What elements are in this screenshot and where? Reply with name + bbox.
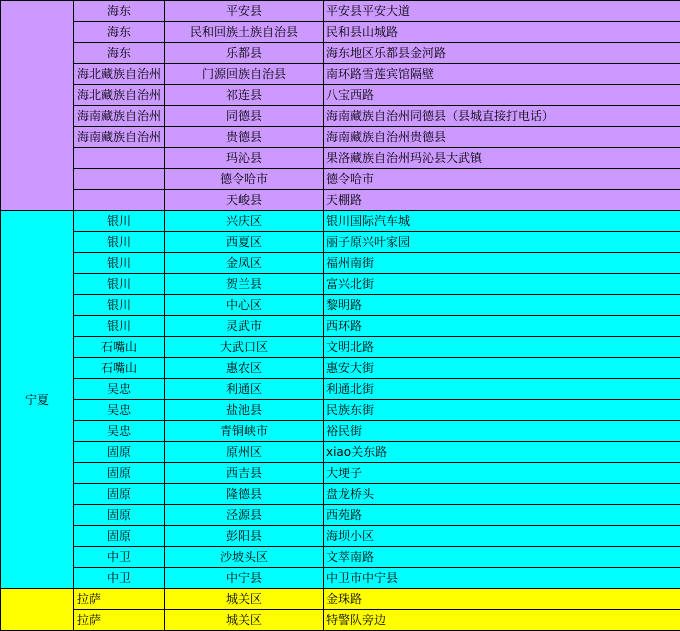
county-cell: 德令哈市 xyxy=(165,169,324,190)
address-cell: 裕民街 xyxy=(324,421,680,442)
city-cell: 海东 xyxy=(74,43,165,64)
table-row xyxy=(1,526,680,547)
county-cell: 贵德县 xyxy=(165,127,324,148)
address-cell: 德令哈市 xyxy=(324,169,680,190)
county-cell: 大武口区 xyxy=(165,337,324,358)
address-cell: xiao关东路 xyxy=(324,442,680,463)
city-cell: 中卫 xyxy=(74,568,165,589)
table-row xyxy=(1,274,680,295)
city-cell: 吴忠 xyxy=(74,379,165,400)
table-row xyxy=(1,442,680,463)
county-cell: 门源回族自治县 xyxy=(165,64,324,85)
address-cell: 中卫市中宁县 xyxy=(324,568,680,589)
province-cell xyxy=(1,589,74,631)
county-cell: 惠农区 xyxy=(165,358,324,379)
table-body xyxy=(1,1,680,631)
city-cell: 中卫 xyxy=(74,547,165,568)
county-cell: 西夏区 xyxy=(165,232,324,253)
city-cell: 固原 xyxy=(74,442,165,463)
address-cell: 丽子原兴叶家园 xyxy=(324,232,680,253)
table-row xyxy=(1,232,680,253)
table-row xyxy=(1,547,680,568)
address-cell: 海南藏族自治州同德县（县城直接打电话） xyxy=(324,106,680,127)
address-cell: 福州南街 xyxy=(324,253,680,274)
county-cell: 城关区 xyxy=(165,589,324,610)
county-cell: 隆德县 xyxy=(165,484,324,505)
county-cell: 祁连县 xyxy=(165,85,324,106)
county-cell: 中心区 xyxy=(165,295,324,316)
address-cell: 利通北街 xyxy=(324,379,680,400)
county-cell: 中宁县 xyxy=(165,568,324,589)
address-cell: 银川国际汽车城 xyxy=(324,211,680,232)
table-row xyxy=(1,106,680,127)
city-cell: 银川 xyxy=(74,274,165,295)
address-cell: 民族东街 xyxy=(324,400,680,421)
table-row xyxy=(1,127,680,148)
city-cell: 银川 xyxy=(74,316,165,337)
table-row xyxy=(1,43,680,64)
county-cell: 西吉县 xyxy=(165,463,324,484)
city-cell xyxy=(74,169,165,190)
address-cell: 金珠路 xyxy=(324,589,680,610)
city-cell: 固原 xyxy=(74,463,165,484)
county-cell: 民和回族土族自治县 xyxy=(165,22,324,43)
table-row xyxy=(1,85,680,106)
county-cell: 盐池县 xyxy=(165,400,324,421)
table-row xyxy=(1,400,680,421)
address-cell: 海坝小区 xyxy=(324,526,680,547)
city-cell: 银川 xyxy=(74,253,165,274)
city-cell: 银川 xyxy=(74,232,165,253)
address-cell: 大埂子 xyxy=(324,463,680,484)
table-row xyxy=(1,190,680,211)
address-cell: 南环路雪莲宾馆隔壁 xyxy=(324,64,680,85)
table-row xyxy=(1,505,680,526)
table-row xyxy=(1,22,680,43)
table-row xyxy=(1,610,680,631)
city-cell: 石嘴山 xyxy=(74,358,165,379)
county-cell: 泾源县 xyxy=(165,505,324,526)
city-cell: 海北藏族自治州 xyxy=(74,64,165,85)
table-row xyxy=(1,358,680,379)
table-row xyxy=(1,463,680,484)
table-row xyxy=(1,484,680,505)
county-cell: 原州区 xyxy=(165,442,324,463)
province-cell xyxy=(1,1,74,211)
address-cell: 文萃南路 xyxy=(324,547,680,568)
address-cell: 海南藏族自治州贵德县 xyxy=(324,127,680,148)
city-cell: 海南藏族自治州 xyxy=(74,127,165,148)
city-cell: 银川 xyxy=(74,211,165,232)
city-cell: 吴忠 xyxy=(74,421,165,442)
city-cell: 海南藏族自治州 xyxy=(74,106,165,127)
province-cell: 宁夏 xyxy=(1,211,74,589)
address-cell: 八宝西路 xyxy=(324,85,680,106)
county-cell: 玛沁县 xyxy=(165,148,324,169)
table-row xyxy=(1,379,680,400)
city-cell xyxy=(74,148,165,169)
county-cell: 兴庆区 xyxy=(165,211,324,232)
city-cell: 拉萨 xyxy=(74,589,165,610)
county-cell: 天峻县 xyxy=(165,190,324,211)
city-cell: 固原 xyxy=(74,484,165,505)
table-row xyxy=(1,169,680,190)
table-row xyxy=(1,337,680,358)
table-row xyxy=(1,253,680,274)
table-row xyxy=(1,316,680,337)
county-cell: 金凤区 xyxy=(165,253,324,274)
city-cell: 石嘴山 xyxy=(74,337,165,358)
county-cell: 同德县 xyxy=(165,106,324,127)
county-cell: 乐都县 xyxy=(165,43,324,64)
county-cell: 利通区 xyxy=(165,379,324,400)
county-cell: 城关区 xyxy=(165,610,324,631)
city-cell: 固原 xyxy=(74,505,165,526)
address-cell: 果洛藏族自治州玛沁县大武镇 xyxy=(324,148,680,169)
city-cell: 海东 xyxy=(74,22,165,43)
table-row xyxy=(1,64,680,85)
county-cell: 平安县 xyxy=(165,1,324,22)
county-cell: 青铜峡市 xyxy=(165,421,324,442)
address-cell: 特警队旁边 xyxy=(324,610,680,631)
table-row xyxy=(1,589,680,610)
city-cell: 海东 xyxy=(74,1,165,22)
address-cell: 海东地区乐都县金河路 xyxy=(324,43,680,64)
county-cell: 沙坡头区 xyxy=(165,547,324,568)
address-cell: 盘龙桥头 xyxy=(324,484,680,505)
table-row xyxy=(1,295,680,316)
table-row xyxy=(1,148,680,169)
table-row xyxy=(1,1,680,22)
address-cell: 平安县平安大道 xyxy=(324,1,680,22)
address-cell: 富兴北街 xyxy=(324,274,680,295)
city-cell xyxy=(74,190,165,211)
address-cell: 文明北路 xyxy=(324,337,680,358)
address-cell: 西环路 xyxy=(324,316,680,337)
city-cell: 吴忠 xyxy=(74,400,165,421)
city-cell: 拉萨 xyxy=(74,610,165,631)
city-cell: 海北藏族自治州 xyxy=(74,85,165,106)
county-cell: 贺兰县 xyxy=(165,274,324,295)
county-cell: 彭阳县 xyxy=(165,526,324,547)
address-cell: 民和县山城路 xyxy=(324,22,680,43)
address-cell: 天棚路 xyxy=(324,190,680,211)
table-row xyxy=(1,211,680,232)
county-cell: 灵武市 xyxy=(165,316,324,337)
city-cell: 固原 xyxy=(74,526,165,547)
address-cell: 西苑路 xyxy=(324,505,680,526)
table-row xyxy=(1,568,680,589)
city-cell: 银川 xyxy=(74,295,165,316)
address-cell: 惠安大街 xyxy=(324,358,680,379)
address-cell: 黎明路 xyxy=(324,295,680,316)
table-row xyxy=(1,421,680,442)
